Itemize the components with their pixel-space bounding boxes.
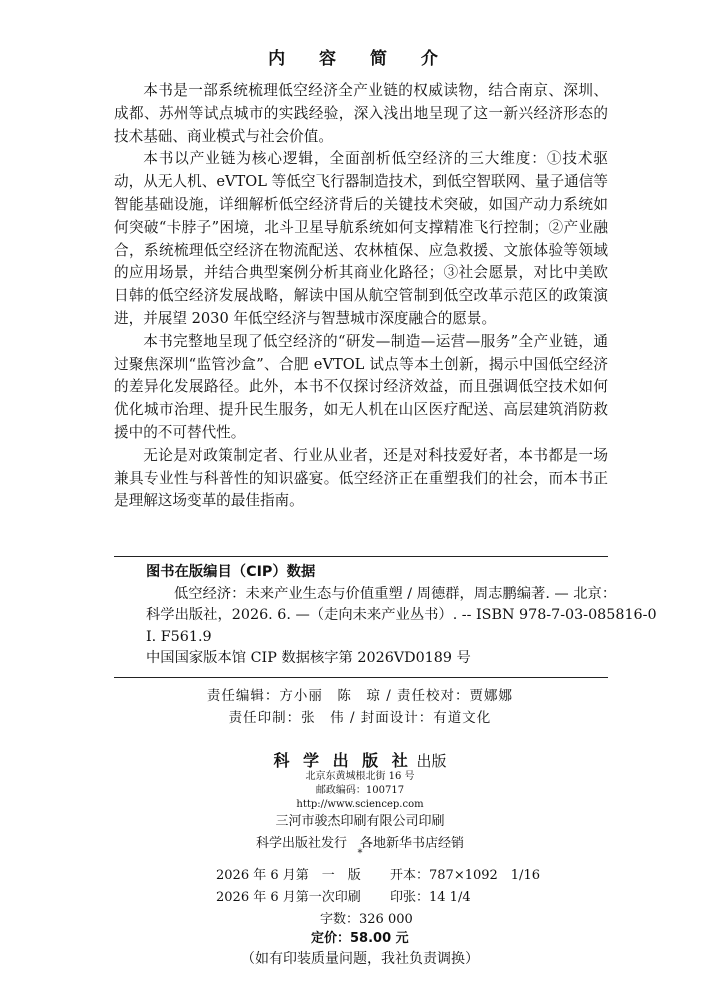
- price-value: 58.00 元: [350, 931, 409, 946]
- cip-line: 低空经济：未来产业生态与价值重塑 / 周德群，周志鹏编著. — 北京：: [174, 585, 617, 602]
- sheets-line: 印张：14 1/4: [390, 890, 471, 905]
- intro-paragraph: 无论是对政策制定者、行业从业者，还是对科技爱好者，本书都是一场兼具专业性与科普性的知识盛宴。低空经济正在重塑我们的社会，而本书正是理解这场变革的最佳指南。: [114, 446, 608, 510]
- staff-line-production: 责任印制：张 伟 / 封面设计：有道文化: [228, 710, 492, 726]
- page-title: 内 容 简 介: [268, 49, 452, 69]
- printing-line: 2026 年 6 月第一次印刷: [216, 890, 361, 905]
- price-label: 定价：: [311, 931, 351, 946]
- cip-heading: 图书在版编目（CIP）数据: [146, 564, 316, 580]
- publisher-suffix: 出版: [416, 752, 447, 770]
- format-line: 开本：787×1092 1/16: [390, 868, 540, 883]
- divider-top: [114, 556, 608, 557]
- edition-line: 2026 年 6 月第 一 版: [216, 868, 361, 883]
- staff-line-editors: 责任编辑：方小丽 陈 琼 / 责任校对：贾娜娜: [206, 688, 514, 704]
- publisher-website: http://www.sciencep.com: [296, 799, 424, 810]
- publisher-address: 北京东黄城根北街 16 号: [305, 771, 415, 782]
- intro-paragraph: 本书以产业链为核心逻辑，全面剖析低空经济的三大维度：①技术驱动，从无人机、eVTOL 等低空飞行器制造技术，到低空智联网、量子通信等智能基础设施，详细解析低空经济背后的关键技术突破，如国产动力系统如何突破“卡脖子”困境，北斗卫星导航系统如何支撑精准飞行控制；②产业融合，系统梳理低空经济在物流配送、农林植保、应急救援、文旅体验等领域的应用场景，并结合典型案例分析其商业化路径；③社会愿景，对比中美欧日韩的低空经济发展战略，解读中国从航空管制到低空改革示范区的政策演进，并展望 2030 年低空经济与智慧城市深度融合的愿景。: [114, 150, 608, 327]
- cip-line: 中国国家版本馆 CIP 数据核字第 2026VD0189 号: [146, 650, 471, 667]
- intro-paragraph: 本书是一部系统梳理低空经济全产业链的权威读物，结合南京、深圳、成都、苏州等试点城市的实践经验，深入浅出地呈现了这一新兴经济形态的技术基础、商业模式与社会价值。: [114, 82, 608, 145]
- publisher-logo-text: 科 学 出 版 社: [273, 751, 412, 770]
- divider-bottom: [114, 677, 608, 678]
- cip-line: 科学出版社，2026. 6. —（走向未来产业丛书）. -- ISBN 978-7-03-085816-0: [146, 607, 657, 624]
- printer-line: 三河市骏杰印刷有限公司印刷: [275, 814, 445, 829]
- word-count: 字数：326 000: [320, 912, 413, 927]
- quality-notice: （如有印装质量问题，我社负责调换）: [241, 951, 479, 967]
- cip-block: [146, 562, 657, 670]
- publisher-postcode: 邮政编码：100717: [315, 785, 405, 796]
- separator-star: *: [357, 848, 363, 859]
- publisher-name: [0, 748, 720, 771]
- price-line: [311, 927, 409, 946]
- cip-line: Ⅰ. F561.9: [146, 628, 212, 645]
- intro-paragraph: 本书完整地呈现了低空经济的“研发—制造—运营—服务”全产业链，通过聚焦深圳“监管沙盒”、合肥 eVTOL 试点等本土创新，揭示中国低空经济的差异化发展路径。此外，本书不仅探讨经济效益，而且强调低空技术如何优化城市治理、提升民生服务，如无人机在山区医疗配送、高层建筑消防救援中的不可替代性。: [114, 332, 608, 441]
- intro-section: [114, 80, 608, 513]
- distribution-line: 科学出版社发行 各地新华书店经销: [255, 836, 464, 851]
